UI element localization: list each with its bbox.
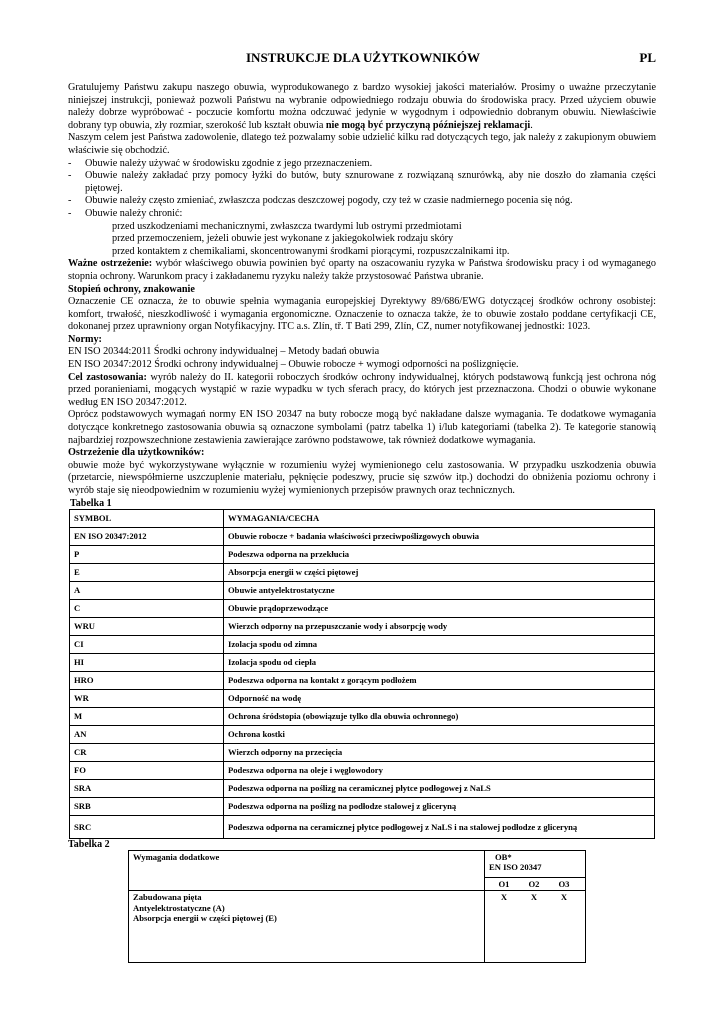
symbol-cell: WRU <box>70 617 224 635</box>
advice-item: - Obuwie należy często zmieniać, zwłaszcza podczas deszczowej pogody, czy też w czasie nadmiernego pocenia się nóg. <box>68 195 573 207</box>
symbol-cell: P <box>70 545 224 563</box>
requirement-line: Zabudowana pięta <box>133 892 202 903</box>
table-header-cell <box>485 850 586 877</box>
requirement-cell: Ochrona śródstopia (obowiązuje tylko dla obuwia ochronnego) <box>224 707 655 725</box>
table-row <box>70 671 655 689</box>
symbol-cell: SRC <box>70 815 224 838</box>
table1-caption: Tabelka 1 <box>70 497 112 509</box>
symbol-cell: AN <box>70 725 224 743</box>
requirement-cell: Podeszwa odporna na oleje i węglowodory <box>224 761 655 779</box>
symbol-cell: CR <box>70 743 224 761</box>
table-header-row <box>70 509 655 527</box>
table-header-cell: SYMBOL <box>70 509 224 527</box>
requirement-cell: Podeszwa odporna na ceramicznej płytce podłogowej z NaLS i na stalowej podłodze z gliceryną <box>224 815 655 838</box>
table-row <box>70 725 655 743</box>
intro-paragraph: Gratulujemy Państwu zakupu naszego obuwia, wyprodukowanego z bardzo wysokiej jakości materiałów. Prosimy o uważne przeczytanie niniejszej instrukcji, ponieważ pozwoli Państwu na wybranie odpowiedniego rodzaju obuwia do środowiska pracy. Przed użyciem obuwie należy dobrze wypróbować - poczucie komfortu można odczuwać jedynie w wygodnym i odpowiednio dobranym obuwiu. Niewłaściwie dobrany typ obuwia, zły rozmiar, szerokość lub kształt obuwia nie mogą być przyczyną późniejszej reklamacji. <box>68 82 656 131</box>
table-row <box>70 581 655 599</box>
category-mark: X <box>500 892 508 903</box>
table-row <box>70 797 655 815</box>
requirement-cell: Absorpcja energii w części piętowej <box>224 563 655 581</box>
protect-item: przed kontaktem z chemikaliami, skoncentrowanymi środkami piorącymi, rozpuszczalnikami itp. <box>112 245 510 257</box>
requirement-cell: Izolacja spodu od zimna <box>224 635 655 653</box>
requirement-line: Absorpcja energii w części piętowej (E) <box>133 913 277 924</box>
table-row <box>70 779 655 797</box>
table-row <box>70 743 655 761</box>
protect-item: przed uszkodzeniami mechanicznymi, zwłaszcza twardymi lub ostrymi przedmiotami <box>112 220 462 232</box>
table-row <box>70 545 655 563</box>
advice-item: - Obuwie należy używać w środowisku zgodnie z jego przeznaczeniem. <box>68 157 373 169</box>
symbol-cell: WR <box>70 689 224 707</box>
symbol-cell: CI <box>70 635 224 653</box>
requirements-table <box>69 509 655 839</box>
symbol-cell: SRB <box>70 797 224 815</box>
symbol-cell: HI <box>70 653 224 671</box>
table-row <box>70 635 655 653</box>
norms-heading: Normy: <box>68 333 102 345</box>
protect-item: przed przemoczeniem, jeżeli obuwie jest wykonane z jakiegokolwiek rodzaju skóry <box>112 233 454 245</box>
categories-table <box>128 850 586 964</box>
symbol-cell: C <box>70 599 224 617</box>
document-page <box>68 50 656 963</box>
symbol-cell: EN ISO 20347:2012 <box>70 527 224 545</box>
document-body <box>68 82 656 498</box>
category-col: O1 <box>498 878 510 889</box>
marks-cell <box>485 891 586 963</box>
table-row <box>70 707 655 725</box>
requirement-cell: Podeszwa odporna na przekłucia <box>224 545 655 563</box>
intro-paragraph-2: Naszym celem jest Państwa zadowolenie, dlatego też pozwalamy sobie udzielić kilku rad dotyczących tego, jak należy z zakupionym obuwiem właściwie się obchodzić. <box>68 132 656 156</box>
requirement-cell: Obuwie antyelektrostatyczne <box>224 581 655 599</box>
symbol-cell: HRO <box>70 671 224 689</box>
category-mark: X <box>530 892 538 903</box>
user-warning-heading: Ostrzeżenie dla użytkowników: <box>68 447 205 459</box>
norm-item: EN ISO 20344:2011 Środki ochrony indywidualnej – Metody badań obuwia <box>68 346 380 358</box>
symbol-cell: A <box>70 581 224 599</box>
norm-label: EN ISO 20347 <box>489 862 542 873</box>
category-mark: X <box>560 892 568 903</box>
category-columns <box>485 877 586 891</box>
symbol-cell: SRA <box>70 779 224 797</box>
protection-heading: Stopień ochrony, znakowanie <box>68 283 195 295</box>
user-warning-text: obuwie może być wykorzystywane wyłącznie w rozumieniu wyżej wymienionego celu zastosowania. W przypadku uszkodzenia obuwia (przetarcie, niewspółmierne uszczuplenie materiału, pęknięcie podeszwy, prucie się szwów itp.) dochodzi do obniżenia poziomu ochrony i wyrób staje się nieodpowiednim w rozumieniu wyżej wymienionych przepisów prawnych oraz technicznych. <box>68 459 656 496</box>
requirement-cell: Obuwie robocze + badania właściwości przeciwpoślizgowych obuwia <box>224 527 655 545</box>
requirement-cell: Wierzch odporny na przepuszczanie wody i absorpcję wody <box>224 617 655 635</box>
advice-item: - Obuwie należy zakładać przy pomocy łyżki do butów, buty sznurowane z rozwiązaną sznurówką, aby nie doszło do złamania części piętowej. <box>68 170 656 194</box>
table-row <box>129 891 586 963</box>
requirement-cell: Wierzch odporny na przecięcia <box>224 743 655 761</box>
symbol-cell: M <box>70 707 224 725</box>
table-row <box>70 761 655 779</box>
norm-item: EN ISO 20347:2012 Środki ochrony indywidualnej – Obuwie robocze + wymogi odporności na poślizgnięcie. <box>68 359 519 371</box>
requirements-cell <box>129 891 485 963</box>
purpose-paragraph: Cel zastosowania: wyrób należy do II. kategorii roboczych środków ochrony indywidualnej, których podstawową funkcją jest ochrona nóg przed poranieniami, mogących wystąpić w razie wypadku w tych sferach pracy, do których jest przeznaczona. Chodzi o obuwie wykonane według EN ISO 20347:2012. <box>68 371 656 408</box>
symbol-cell: E <box>70 563 224 581</box>
requirement-cell: Podeszwa odporna na kontakt z gorącym podłożem <box>224 671 655 689</box>
table-row <box>70 689 655 707</box>
requirement-line: Antyelektrostatyczne (A) <box>133 902 225 913</box>
header <box>68 50 656 68</box>
requirement-cell: Ochrona kostki <box>224 725 655 743</box>
protection-text: Oznaczenie CE oznacza, że to obuwie spełnia wymagania europejskiej Dyrektywy 89/686/EWG dotyczącej środków ochrony osobistej: komfort, trwałość, nieszkodliwość i wymagania ergonomiczne. Oznaczenie to oznacza także, że to obuwie zostało poddane certyfikacji CE, dokonanej przez uprawniony organ Notyfikacyjny. ITC a.s. Zlín, tř. T Bati 299, Zlín, CZ, numer notyfikowanej jednostki: 1023. <box>68 296 656 333</box>
requirement-cell: Odporność na wodę <box>224 689 655 707</box>
table-row <box>70 599 655 617</box>
requirement-cell: Obuwie prądoprzewodzące <box>224 599 655 617</box>
table-row <box>70 527 655 545</box>
table-row <box>70 563 655 581</box>
ob-label: OB* <box>495 851 512 862</box>
category-col: O2 <box>528 878 540 889</box>
important-warning: Ważne ostrzeżenie: wybór właściwego obuwia powinien być oparty na oszacowaniu ryzyka w Państwa środowisku pracy i od wymaganego stopnia ochrony. Warunkom pracy i zakładanemu ryzyku należy także przystosować Państwa ubranie. <box>68 258 656 282</box>
symbol-cell: FO <box>70 761 224 779</box>
table-row <box>70 815 655 838</box>
table-row <box>70 653 655 671</box>
table-header-row <box>129 850 586 877</box>
table-header-cell: Wymagania dodatkowe <box>129 850 485 891</box>
table2-caption: Tabelka 2 <box>68 838 110 850</box>
page-title: INSTRUKCJE DLA UŻYTKOWNIKÓW <box>246 50 481 65</box>
requirement-cell: Izolacja spodu od ciepła <box>224 653 655 671</box>
category-col: O3 <box>558 878 570 889</box>
requirement-cell: Podeszwa odporna na poślizg na podłodze stalowej z gliceryną <box>224 797 655 815</box>
advice-item: - Obuwie należy chronić: <box>68 207 183 219</box>
language-code: PL <box>639 50 656 65</box>
table-row <box>70 617 655 635</box>
table-header-cell: WYMAGANIA/CECHA <box>224 509 655 527</box>
requirement-cell: Podeszwa odporna na poślizg na ceramicznej płytce podłogowej z NaLS <box>224 779 655 797</box>
purpose-extra: Oprócz podstawowych wymagań normy EN ISO 20347 na buty robocze mogą być nakładane dalsze wymagania. Te dodatkowe wymagania dotyczące konkretnego zastosowania obuwia są oznaczone symbolami (patrz tabelka 1) i/lub kategoriami (tabelka 2). Te kategorie stanowią najbardziej rozpowszechnione zestawienia zawierające zarówno podstawowe, tak również dodatkowe wymagania. <box>68 409 656 446</box>
